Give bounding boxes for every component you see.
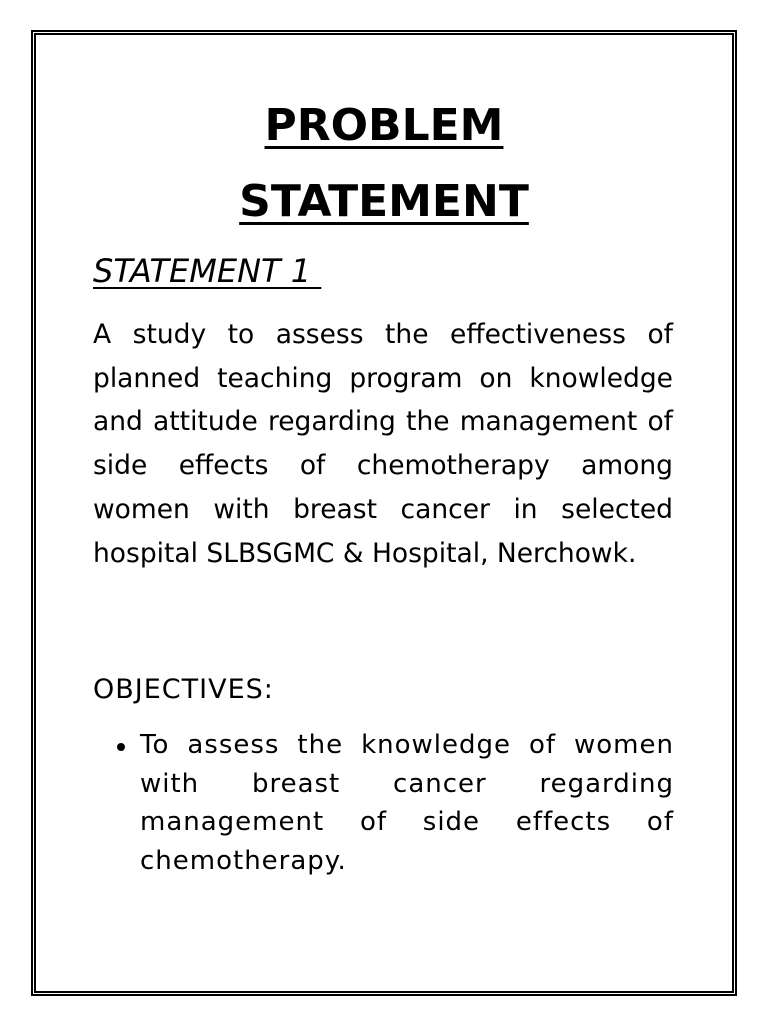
statement-text: A study to assess the effectiveness of planned teaching program on knowledge and attitude regarding the management of side effects of chemotherapy among women with breast cancer in selected hospital SLBSGMC & Hospital, Nerchowk. (93, 319, 673, 569)
objectives-list (93, 726, 674, 880)
page-title (0, 88, 768, 240)
objective-text: To assess the knowledge of women with breast cancer regarding management of side effects of chemotherapy. (140, 730, 674, 876)
bullet-icon (117, 743, 125, 751)
objectives-heading: OBJECTIVES: (93, 674, 274, 705)
statement-heading: STATEMENT 1 (93, 252, 322, 290)
title-line-2: STATEMENT (239, 176, 529, 227)
objective-item (93, 726, 674, 880)
title-line-1: PROBLEM (264, 100, 504, 151)
